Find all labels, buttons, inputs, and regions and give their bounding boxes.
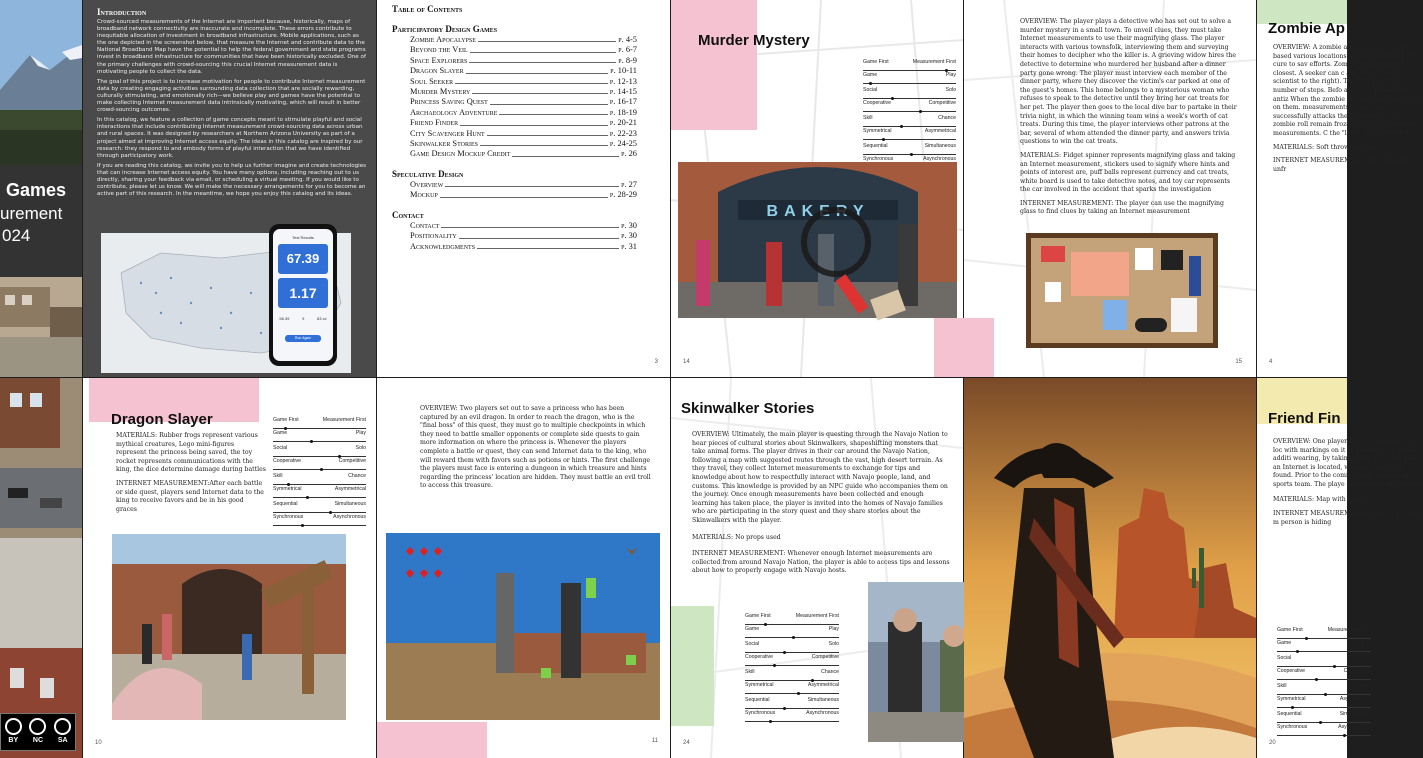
toc-entry[interactable] bbox=[410, 77, 637, 87]
scale-marker bbox=[797, 692, 800, 695]
toc-entry[interactable] bbox=[410, 149, 637, 159]
green-accent bbox=[671, 606, 714, 726]
scale-row bbox=[1277, 695, 1371, 708]
pink-accent bbox=[934, 318, 994, 377]
cover-page bbox=[0, 0, 82, 377]
murder-mystery-title: Murder Mystery bbox=[698, 32, 810, 49]
toc-entry-page: p. 24-25 bbox=[609, 139, 637, 149]
scale-left-label: Sequential bbox=[273, 501, 298, 507]
scale-row bbox=[1277, 667, 1371, 680]
scale-row bbox=[863, 142, 956, 155]
statue-photo bbox=[112, 534, 346, 720]
scale-marker bbox=[320, 468, 323, 471]
toc-dot-leader bbox=[499, 108, 608, 115]
scale-right-label: Asymmetrical bbox=[1339, 696, 1371, 702]
scale-left-label: Game bbox=[863, 72, 878, 78]
scale-right-label: Asynchronous bbox=[333, 514, 366, 520]
toc-dot-leader bbox=[490, 97, 608, 104]
corkboard-photo bbox=[1026, 233, 1218, 348]
cover-title-line1: Games bbox=[6, 180, 67, 200]
scale-marker bbox=[1343, 734, 1346, 737]
toc-entry[interactable] bbox=[410, 139, 637, 149]
toc-entry-page: p. 6-7 bbox=[618, 45, 637, 55]
scale-row bbox=[863, 58, 956, 71]
toc-entry-page: p. 31 bbox=[621, 241, 637, 251]
toc-entry-page: p. 4-5 bbox=[618, 35, 637, 44]
zombie-title: Zombie Ap bbox=[1268, 20, 1345, 37]
page-number: 20 bbox=[1269, 740, 1276, 746]
download-speed: 67.39 bbox=[286, 251, 320, 266]
toc-entry-page: p. 22-23 bbox=[609, 128, 637, 138]
scale-row bbox=[863, 127, 956, 140]
scale-left-label: Symmetrical bbox=[863, 128, 892, 134]
skinwalker-title: Skinwalker Stories bbox=[681, 400, 815, 417]
murder-mystery-left-page bbox=[671, 0, 963, 377]
scale-right-label: Asynchronous bbox=[806, 710, 839, 716]
toc-entry-page: p. 30 bbox=[621, 231, 637, 241]
friend-materials: MATERIALS: Map with located bbox=[1273, 495, 1371, 503]
toc-entry-title: City Scavenger Hunt bbox=[410, 128, 485, 138]
toc-dot-leader bbox=[478, 35, 616, 42]
toc-entry[interactable] bbox=[410, 35, 637, 45]
zombie-internet-measurement: INTERNET MEASUREM location hints and to unfr bbox=[1273, 157, 1417, 173]
scale-row bbox=[273, 472, 366, 485]
scale-row bbox=[745, 709, 839, 722]
scale-left-label: Cooperative bbox=[273, 458, 301, 464]
scale-row bbox=[745, 681, 839, 694]
toc-entry[interactable] bbox=[410, 56, 637, 66]
scale-marker bbox=[306, 496, 309, 499]
town-photo-top bbox=[0, 277, 82, 377]
scale-right-label: Solo bbox=[355, 445, 366, 451]
measurement-scales bbox=[745, 612, 839, 724]
toc-dot-leader bbox=[480, 139, 608, 146]
toc-entry[interactable] bbox=[410, 129, 637, 139]
toc-dot-leader bbox=[477, 242, 619, 249]
bakery-sign: BAKERY bbox=[766, 203, 870, 220]
page-number: 24 bbox=[683, 740, 690, 746]
scale-row bbox=[273, 513, 366, 526]
toc-entry-title: Contact bbox=[410, 220, 440, 230]
skinwalker-left-page bbox=[671, 378, 963, 758]
scale-left-label: Cooperative bbox=[745, 654, 773, 660]
scale-row bbox=[273, 416, 366, 429]
scale-left-label: Symmetrical bbox=[745, 682, 774, 688]
scale-row bbox=[745, 653, 839, 666]
toc-entry-title: Mockup bbox=[410, 190, 438, 200]
scale-right-label: Play bbox=[945, 72, 956, 78]
measurement-scales bbox=[273, 416, 366, 528]
friend-overview: OVERVIEW: One player first "target player" is loc with markings on it to d seeker can receive additi wearing, by taking additi will each take an Internet is located, working toget been found. Prior to the commonality that would a sports team. The playe giving them the opportu bbox=[1273, 438, 1423, 488]
cc-icon bbox=[54, 718, 71, 735]
phone-stat: 56.39 bbox=[279, 316, 290, 321]
scale-right-label: Chance bbox=[1353, 683, 1371, 689]
toc-entry-page: p. 14-15 bbox=[609, 87, 637, 97]
pink-accent bbox=[671, 0, 757, 130]
page-number: 10 bbox=[95, 740, 102, 746]
toc-entry-page: p. 28-29 bbox=[609, 190, 637, 200]
skinwalker-internet-measurement: INTERNET MEASUREMENT: Whenever enough Internet measurements are collected from around Navajo Nation, the player is able to access tips and lessons about how to properly engage with Navajo hosts. bbox=[692, 550, 950, 575]
scale-right-label: Competitive bbox=[1343, 668, 1371, 674]
toc-section-contact: Contact bbox=[392, 209, 424, 220]
toc-section-games: Participatory Design Games bbox=[392, 24, 498, 34]
phone-stat: 83.xx bbox=[317, 316, 327, 321]
scale-row bbox=[863, 114, 956, 127]
scale-right-label: Measurement First bbox=[795, 613, 839, 619]
scale-right-label: Asymmetrical bbox=[807, 682, 839, 688]
toc-entry-title: Archaeology Adventure bbox=[410, 107, 498, 117]
scale-left-label: Synchronous bbox=[863, 156, 894, 162]
scale-marker bbox=[310, 440, 313, 443]
scale-row bbox=[863, 86, 956, 99]
cc-license-badge bbox=[0, 713, 76, 751]
pink-accent bbox=[377, 722, 487, 758]
scale-row bbox=[745, 612, 839, 625]
phone-header: Test Results bbox=[292, 235, 314, 240]
scale-left-label: Game First bbox=[1277, 627, 1303, 633]
page-number: 11 bbox=[651, 738, 658, 744]
toc-entry-title: Overview bbox=[410, 179, 444, 189]
scale-left-label: Synchronous bbox=[273, 514, 304, 520]
scale-left-label: Skill bbox=[273, 473, 283, 479]
scale-right-label: Solo bbox=[945, 87, 956, 93]
scale-right-label: Measurement First bbox=[322, 417, 366, 423]
scale-right-label: Measurement First bbox=[1327, 627, 1371, 633]
toc-entry[interactable] bbox=[410, 118, 637, 128]
toc-entry-title: Skinwalker Stories bbox=[410, 139, 478, 149]
skinwalker-illustration-page bbox=[964, 378, 1256, 758]
toc-entry-page: p. 30 bbox=[621, 220, 637, 230]
toc-entry[interactable] bbox=[410, 221, 637, 231]
toc-dot-leader bbox=[472, 87, 608, 94]
scale-right-label: Competitive bbox=[338, 458, 366, 464]
scale-left-label: Cooperative bbox=[1277, 668, 1305, 674]
toc-entry-title: Princess Saving Quest bbox=[410, 97, 488, 107]
scale-right-label: Chance bbox=[348, 473, 366, 479]
toc-entry-page: p. 20-21 bbox=[609, 118, 637, 128]
toc-dot-leader bbox=[440, 190, 608, 197]
murder-internet-measurement: INTERNET MEASUREMENT: The player can use the magnifying glass to find clues by taking an Internet measurement bbox=[1020, 199, 1224, 216]
scale-marker bbox=[1291, 706, 1294, 709]
measurement-scales bbox=[863, 58, 956, 170]
toc-section-speculative: Speculative Design bbox=[392, 168, 464, 179]
toc-entry-title: Zombie Apocalypse bbox=[410, 35, 476, 44]
scale-marker bbox=[792, 636, 795, 639]
scale-left-label: Symmetrical bbox=[1277, 696, 1306, 702]
intro-paragraph-3: In this catalog, we feature a collection of game concepts meant to stimulate playful and social interactions that include contributing Internet measurement crowd-sourcing data across urban and rural spaces. It was designed by researchers at Northern Arizona University as part of a project aimed at improving Internet access equity. The ideas in this catalog are inspired by our research: they respond to and embody forms of playful interaction that we have identified through participatory work. bbox=[97, 117, 363, 159]
page-number: 3 bbox=[654, 359, 658, 365]
intro-page bbox=[83, 0, 376, 377]
dragon-overview: OVERVIEW: Two players set out to save a princess who has been captured by an evil dragon. In order to reach the dragon, who is the "final boss" of this quest, they must go to multiple checkpoints in which they need to battle smaller opponents or complete side quests to gain more information on where the princess is. Whenever the players complete a battle or quest, they can send Internet data to the king, who will reward them with favors such as potions or hints. The first challenge the players must face is entering a dungeon in which treasure and hints regarding the princess' location are hidden. They must battle an evil troll to access this treasure. bbox=[420, 405, 651, 490]
toc-entry-title: Soul Seeker bbox=[410, 76, 454, 86]
scale-right-label: Solo bbox=[1360, 655, 1371, 661]
toc-dot-leader bbox=[459, 231, 619, 238]
scale-left-label: Game bbox=[1277, 640, 1292, 646]
scale-row bbox=[1277, 654, 1371, 667]
toc-dot-leader bbox=[466, 66, 609, 73]
scale-left-label: Game First bbox=[863, 59, 889, 65]
scale-row bbox=[273, 444, 366, 457]
scale-left-label: Sequential bbox=[863, 143, 888, 149]
page-number: 15 bbox=[1235, 359, 1242, 365]
scale-marker bbox=[919, 110, 922, 113]
scale-row bbox=[745, 640, 839, 653]
scale-left-label: Game First bbox=[273, 417, 299, 423]
toc-entry-page: p. 27 bbox=[621, 179, 637, 189]
scale-right-label: Solo bbox=[828, 641, 839, 647]
scale-left-label: Game bbox=[745, 626, 760, 632]
desert-cowboy-illustration bbox=[964, 378, 1256, 758]
scale-marker bbox=[769, 720, 772, 723]
toc-entry-title: Murder Mystery bbox=[410, 87, 471, 97]
toc-entry-title: Game Design Mockup Credit bbox=[410, 149, 511, 159]
cc-icon bbox=[5, 718, 22, 735]
toc-entry-title: Friend Finder bbox=[410, 118, 459, 128]
dragon-slayer-title: Dragon Slayer bbox=[111, 411, 213, 428]
toc-entry[interactable] bbox=[410, 66, 637, 76]
scale-marker bbox=[773, 664, 776, 667]
measurement-scales bbox=[1277, 626, 1371, 738]
upload-speed-card bbox=[278, 278, 328, 308]
scale-row bbox=[1277, 626, 1371, 639]
run-again-button[interactable]: Run Again bbox=[285, 335, 321, 342]
scale-row bbox=[863, 99, 956, 112]
scale-left-label: Skill bbox=[1277, 683, 1287, 689]
intro-paragraph-2: The goal of this project is to increase motivation for people to contribute Internet measurement data by creating engaging activities surrounding data collection that are socially rewarding, culturally stimulating, and emotionally rich—we believe play and games have the potential to make collecting Internet measurement data intrinsically motivating, which will result in better crowd-sourcing outcomes. bbox=[97, 78, 366, 114]
scale-left-label: Skill bbox=[863, 115, 873, 121]
scale-row bbox=[1277, 710, 1371, 723]
scale-left-label: Symmetrical bbox=[273, 486, 302, 492]
toc-entry[interactable] bbox=[410, 97, 637, 107]
dragon-internet-measurement: INTERNET MEASUREMENT:After each battle or side quest, players send Internet data to the king to receive favors and be in his good graces bbox=[116, 479, 264, 513]
dragon-slayer-left-page bbox=[83, 378, 376, 758]
toc-dot-leader bbox=[455, 77, 608, 84]
download-speed-card bbox=[278, 244, 328, 274]
cc-by: BY bbox=[8, 737, 19, 744]
dragon-slayer-right-page bbox=[377, 378, 670, 758]
cc-icon bbox=[29, 718, 46, 735]
scale-right-label: Chance bbox=[938, 115, 956, 121]
scale-marker bbox=[301, 524, 304, 527]
scale-right-label: Asymmetrical bbox=[924, 128, 956, 134]
zombie-materials: MATERIALS: Soft throw reference bbox=[1273, 143, 1382, 151]
murder-mystery-right-page bbox=[964, 0, 1256, 377]
toc-entry-page: p. 8-9 bbox=[618, 55, 637, 65]
scale-row bbox=[745, 625, 839, 638]
toc-entry-page: p. 26 bbox=[621, 149, 637, 159]
scale-left-label: Sequential bbox=[1277, 711, 1302, 717]
cover-title-line3: 024 bbox=[2, 226, 31, 245]
scale-left-label: Synchronous bbox=[1277, 724, 1308, 730]
toc-entry[interactable] bbox=[410, 180, 637, 190]
intro-paragraph-1: Crowd-sourced measurements of the Internet are important because, historically, maps of broadband network connectivity are inaccurate and incomplete. These errors contribute to inequitable allocation of investment in broadband infrastructure. Mobile applications, such as the one depicted in the screenshot below, that measure the Internet and contribute data to the National Broadband Map have the potential to help the federal government and state programs invest in broadband infrastructure for communities that have been historically excluded. One of the primary challenges with crowd-sourcing this crucial Internet measurement data is motivating people to collect the data. bbox=[97, 19, 366, 75]
scale-row bbox=[745, 696, 839, 709]
toc-entry-title: Beyond the Veil bbox=[410, 45, 468, 55]
toc-entry-title: Acknowledgments bbox=[410, 241, 476, 251]
scale-right-label: Play bbox=[828, 626, 839, 632]
scale-right-label: Simultaneous bbox=[924, 143, 956, 149]
phone-stat: 9 bbox=[302, 316, 305, 321]
scale-right-label: Chance bbox=[821, 669, 839, 675]
toc-dot-leader bbox=[441, 221, 619, 228]
scale-row bbox=[745, 668, 839, 681]
toc-page bbox=[377, 0, 670, 377]
scale-right-label: Simultaneous bbox=[334, 501, 366, 507]
scale-left-label: Sequential bbox=[745, 697, 770, 703]
toc-dot-leader bbox=[445, 180, 619, 187]
scale-right-label: Play bbox=[355, 430, 366, 436]
mountain-photo bbox=[0, 0, 82, 165]
page-number: 4 bbox=[1269, 359, 1273, 365]
scale-marker bbox=[1315, 678, 1318, 681]
scale-left-label: Social bbox=[745, 641, 760, 647]
friend-finder-page bbox=[1257, 378, 1423, 758]
scale-row bbox=[273, 500, 366, 513]
toc-entry[interactable] bbox=[410, 242, 637, 252]
toc-title: Table of Contents bbox=[392, 4, 463, 14]
scale-row bbox=[863, 71, 956, 84]
friend-internet-measurement: INTERNET MEASUREM must take an Internet m person is hiding bbox=[1273, 510, 1421, 526]
scale-row bbox=[1277, 723, 1371, 736]
toc-dot-leader bbox=[469, 56, 616, 63]
cover-title-line2: urement bbox=[0, 204, 63, 223]
scale-left-label: Skill bbox=[745, 669, 755, 675]
scale-left-label: Game bbox=[273, 430, 288, 436]
toc-dot-leader bbox=[460, 118, 608, 125]
zombie-apocalypse-page bbox=[1257, 0, 1422, 377]
toc-entry[interactable] bbox=[410, 45, 637, 55]
scale-right-label: Play bbox=[1360, 640, 1371, 646]
skinwalker-overview: OVERVIEW: Ultimately, the main player is questing through the Navajo Nation to hear pieces of cultural stories about Skinwalkers, shapeshifting monsters that take animal forms. The player drives in their car around the Navajo Nation, following a map with suggested routes through the vast, high desert terrain. As they travel, they collect Internet measurements to exchange for tips and knowledge about how to respectfully interact with Navajo people, land, and customs. This knowledge is provided by an NPC guide who accompanies them on the journey. Once enough measurements have been collected and enough learning has taken place, the player is invited into the homes of Navajo families who are participating in the story quest and they share stories about the Skinwalkers with the player. bbox=[692, 431, 948, 524]
cc-sa: SA bbox=[57, 737, 68, 744]
toc-entry-title: Space Explorers bbox=[410, 55, 468, 65]
scale-left-label: Game First bbox=[745, 613, 771, 619]
murder-materials: MATERIALS: Fidget spinner represents magnifying glass and taking an Internet measurement, stickers used to signify where hints and points of interest are, puff balls represent currency and cat treats, white board is used to take detective notes, and toy car represents the car involved in the accident that sparks the investigation bbox=[1020, 151, 1236, 194]
scale-marker bbox=[869, 82, 872, 85]
zombie-overview: OVERVIEW: A zombie ap searching for plant-based various locations, receivi searching for a cure to sav efforts. Zombie players m the closest. A seeker can c and closer to the scientist to the right). The first dicc the number of steps. Befo area to represent the antiz When the zombie is close make an attack on them. measurements to save the successfully attacks the se zombie. If the zombie roll remain frozen for 10 seco Internet measurements. C the "level." However, if th bbox=[1273, 44, 1422, 137]
scale-right-label: Competitive bbox=[928, 100, 956, 106]
toc-dot-leader bbox=[487, 129, 608, 136]
bakery-photo bbox=[678, 162, 957, 318]
friend-finder-title: Friend Fin bbox=[1268, 410, 1341, 427]
toc-entry[interactable] bbox=[410, 231, 637, 241]
cover-back-page bbox=[0, 378, 82, 758]
scale-row bbox=[273, 457, 366, 470]
toc-entry[interactable] bbox=[410, 87, 637, 97]
scale-left-label: Synchronous bbox=[745, 710, 776, 716]
scale-right-label: Asymmetrical bbox=[334, 486, 366, 492]
toc-entry[interactable] bbox=[410, 190, 637, 200]
street-photo bbox=[0, 378, 82, 758]
page-number: 14 bbox=[683, 359, 690, 365]
dragon-materials: MATERIALS: Rubber frogs represent various mythical creatures, Lego mini-figures represent the princess being saved, the toy rocket represents communications with the king, the dice determine damage during battles bbox=[116, 432, 266, 474]
toc-entry-page: p. 18-19 bbox=[609, 107, 637, 117]
scale-right-label: Measurement First bbox=[912, 59, 956, 65]
scale-left-label: Social bbox=[863, 87, 878, 93]
scale-left-label: Social bbox=[273, 445, 288, 451]
scale-right-label: Simultaneous bbox=[807, 697, 839, 703]
murder-overview: OVERVIEW: The player plays a detective who has set out to solve a murder mystery in a small town. To unveil clues, they must take Internet measurements to use their magnifying glass. The player interacts with various townsfolk, interviewing them and surveying their homes to decipher who the killer is. A grieving widow hires the detective to determine who murdered her husband after a dinner party gone wrong. The player must interview each member of the dinner party, where they discover the victim's car parked at one of the guest's homes. This home belongs to a mysterious woman who refuses to speak to the detective until they bring her cat treats for her pet. The player then goes to the local dive bar to partake in their trivia night, in which the winning team wins a week's worth of cat treats. During this time, the player interviews other patrons at the bar, several of whom attended the dinner party, and answers trivia questions to win the cat treats. bbox=[1020, 18, 1237, 146]
scale-right-label: Asynchronous bbox=[923, 156, 956, 162]
toc-entry-title: Dragon Slayer bbox=[410, 66, 464, 76]
scale-right-label: Competitive bbox=[811, 654, 839, 660]
toc-dot-leader bbox=[470, 45, 617, 52]
toc-entry-page: p. 16-17 bbox=[609, 97, 637, 107]
intro-paragraph-4: If you are reading this catalog, we invite you to help us further imagine and create technologies that can increase Internet access equity. You have many options, including reaching out to us directly, sharing your feedback via email, or scheduling a virtual meeting. If you would like to contribute, please let us know. We will make the necessary arrangements for you to become an active part of this research. In the meantime, we hope you enjoy this catalog and its ideas. bbox=[97, 162, 367, 198]
cc-nc: NC bbox=[32, 737, 44, 744]
intro-heading: Introduction bbox=[97, 7, 147, 17]
scale-left-label: Cooperative bbox=[863, 100, 891, 106]
phone-mockup bbox=[269, 224, 337, 366]
scale-marker bbox=[882, 138, 885, 141]
scale-right-label: Asynchronous bbox=[1338, 724, 1371, 730]
scale-row bbox=[1277, 639, 1371, 652]
game-play-photo bbox=[386, 533, 660, 720]
scale-left-label: Social bbox=[1277, 655, 1292, 661]
scale-row bbox=[273, 429, 366, 442]
scale-right-label: Simultaneous bbox=[1339, 711, 1371, 717]
toc-entry-page: p. 10-11 bbox=[610, 66, 637, 76]
scale-row bbox=[273, 485, 366, 498]
toc-entry-page: p. 12-13 bbox=[609, 76, 637, 86]
toc-dot-leader bbox=[512, 149, 619, 156]
skinwalker-materials: MATERIALS: No props used bbox=[692, 533, 781, 541]
toc-entry-title: Positionality bbox=[410, 231, 457, 241]
toc-entry[interactable] bbox=[410, 108, 637, 118]
scale-row bbox=[1277, 682, 1371, 695]
upload-speed: 1.17 bbox=[289, 285, 317, 301]
scale-marker bbox=[1296, 650, 1299, 653]
